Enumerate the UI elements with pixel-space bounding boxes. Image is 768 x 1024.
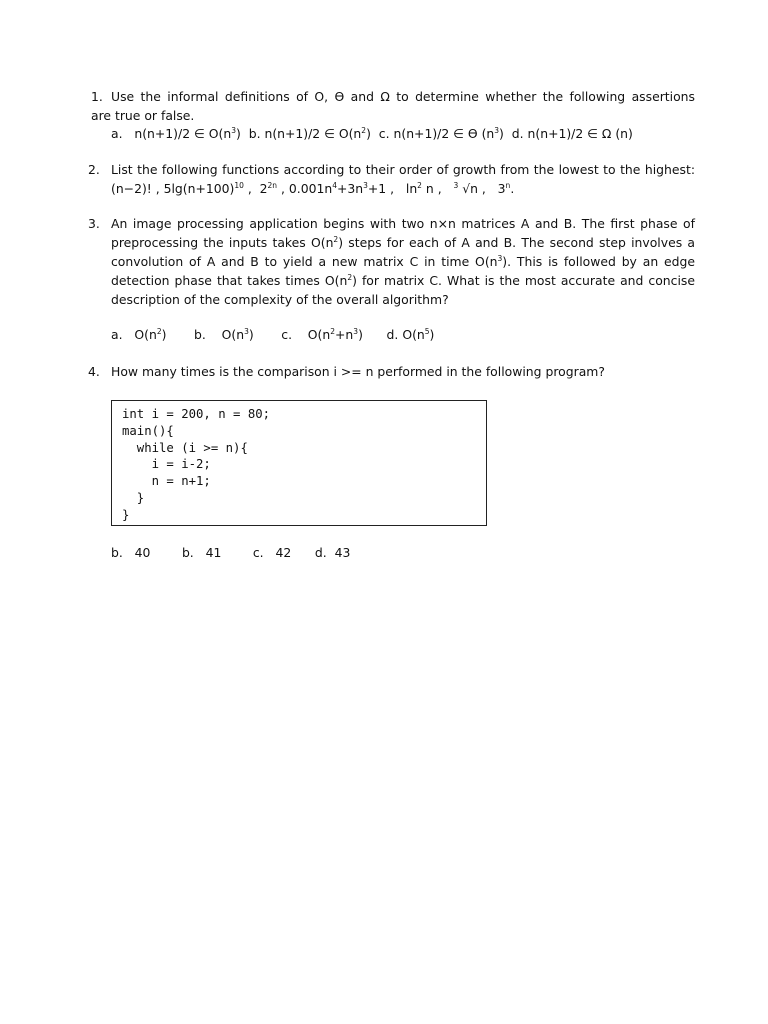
question-text: How many times is the comparison i >= n performed in the following program? (111, 364, 605, 379)
question-number: 2. (88, 162, 100, 177)
question-1 (88, 87, 695, 125)
option-text: $O(n^2)$ (134, 327, 167, 342)
code-line: } (122, 490, 145, 505)
question-line: An image processing application begins with two n×n matrices A and B. The first phase of (111, 216, 695, 231)
option-text: n(n+1)/2 ∈ ϴ $(n^3)$ (393, 126, 504, 141)
question-3-options (111, 325, 434, 344)
question-text (111, 214, 695, 309)
option-label: d. (386, 327, 399, 342)
code-line: int i = 200, n = 80; (122, 407, 271, 421)
option-label: b. (111, 545, 123, 560)
code-line: i = i-2; (122, 457, 211, 472)
code-line: main(){ (122, 423, 174, 438)
option-text: $O(n^5)$ (402, 327, 435, 342)
option-text: $O(n^2+n^3)$ (307, 327, 363, 342)
option-label: a. (111, 126, 123, 141)
option-text: n(n+1)/2 ∈ $O(n^2)$ (264, 126, 371, 141)
question-line: are true or false. (91, 108, 195, 123)
code-line: n = n+1; (122, 474, 211, 489)
option-text: n(n+1)/2 ∈ $O(n^3)$ (134, 126, 241, 141)
question-line: convolution of A and B to yield a new matrix C in time $O(n^3)$. This is followed by an edge (111, 254, 695, 269)
code-block (111, 400, 487, 526)
question-number: 3. (88, 216, 100, 231)
option-label: c. (252, 545, 264, 560)
question-line: description of the complexity of the overall algorithm? (111, 292, 449, 307)
option-text: 42 (275, 545, 292, 560)
option-text: n(n+1)/2 ∈ Ω (n) (527, 126, 633, 141)
question-line: Use the informal definitions of O, ϴ and Ω to determine whether the following assertions (111, 89, 695, 104)
function-list: (n−2)! , $5\lg(n+100)^{10}$ , $2^{2n}$ , $0.001n^4+3n^3+1$ , $\ln^2 n$ , $^3$ √n , 3$^n$. (111, 181, 515, 196)
question-line: preprocessing the inputs takes $O(n^2)$ steps for each of A and B. The second step involves a (111, 235, 695, 250)
option-label: c. (378, 126, 390, 141)
code-listing (122, 406, 270, 524)
code-line: } (122, 507, 130, 522)
question-line: List the following functions according to their order of growth from the lowest to the highest: (111, 162, 695, 177)
question-number: 1. (91, 89, 103, 104)
option-text: $O(n^3)$ (221, 327, 254, 342)
option-text: 41 (205, 545, 222, 560)
option-label: d. (314, 545, 327, 560)
option-label: b. (194, 327, 206, 342)
option-label: c. (281, 327, 293, 342)
code-line: while (i >= n){ (122, 440, 248, 455)
question-line: detection phase that takes times $O(n^2)$ for matrix C. What is the most accurate and concise (111, 273, 695, 288)
question-3 (88, 214, 695, 309)
question-1-options (111, 124, 633, 143)
option-label: b. (181, 545, 194, 560)
option-label: a. (111, 327, 123, 342)
option-label: b. (248, 126, 261, 141)
question-2 (88, 160, 695, 198)
option-label: d. (511, 126, 524, 141)
question-4 (88, 362, 695, 381)
question-4-options (111, 543, 350, 562)
option-text: 40 (134, 545, 151, 560)
question-text (111, 87, 695, 106)
option-text: 43 (334, 545, 351, 560)
question-number: 4. (88, 364, 100, 379)
question-text (111, 160, 695, 198)
